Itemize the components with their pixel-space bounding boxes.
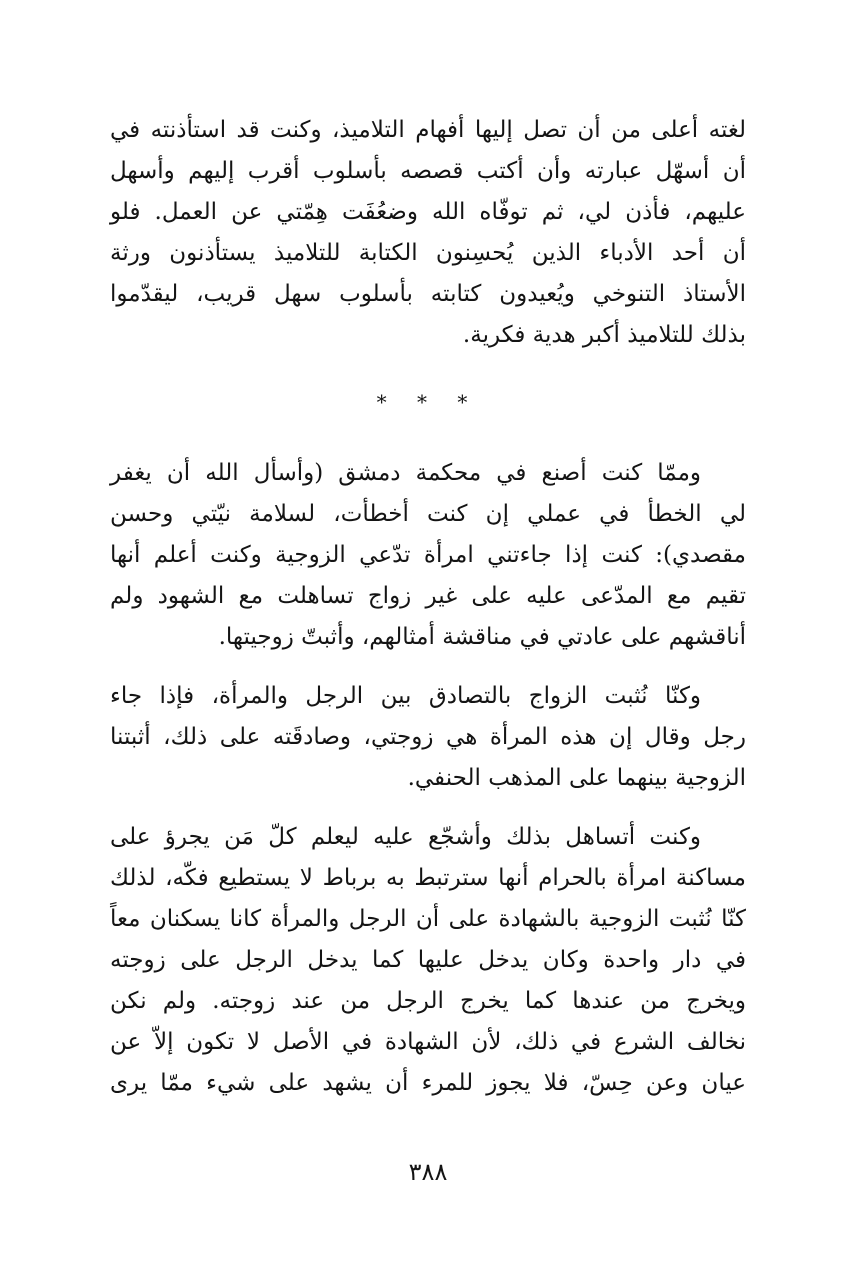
paragraph	[110, 676, 746, 799]
text-line: أن أحد الأدباء الذين يُحسِنون الكتابة للتلاميذ يستأذنون ورثة	[110, 240, 746, 266]
text-line: وكنت أتساهل بذلك وأشجّع عليه ليعلم كلّ مَن يجرؤ على	[110, 824, 701, 850]
text-line: أناقشهم على عادتي في مناقشة أمثالهم، وأثبتّ زوجيتها.	[218, 624, 746, 650]
section-separator: * * *	[376, 390, 480, 414]
text-line: في دار واحدة وكان يدخل عليها كما يدخل الرجل على زوجته	[110, 947, 746, 973]
text-line: تقيم مع المدّعى عليه على غير زواج تساهلت مع الشهود ولم	[110, 583, 746, 609]
paragraph	[110, 817, 746, 1104]
text-line: عيان وعن حِسّ، فلا يجوز للمرء أن يشهد على شيء ممّا يرى	[110, 1070, 746, 1096]
text-line: لغته أعلى من أن تصل إليها أفهام التلاميذ، وكنت قد استأذنته في	[110, 117, 746, 143]
text-line: مقصدي): كنت إذا جاءتني امرأة تدّعي الزوجية وكنت أعلم أنها	[110, 542, 746, 568]
text-line: بذلك للتلاميذ أكبر هدية فكرية.	[462, 322, 746, 348]
text-line: وكنّا نُثبت الزواج بالتصادق بين الرجل والمرأة، فإذا جاء	[110, 683, 701, 709]
text-line: أن أسهّل عبارته وأن أكتب قصصه بأسلوب أقرب إليهم وأسهل	[110, 158, 746, 184]
text-line: كنّا نُثبت الزوجية بالشهادة على أن الرجل والمرأة كانا يسكنان معاً	[110, 906, 746, 932]
text-line: وممّا كنت أصنع في محكمة دمشق (وأسأل الله أن يغفر	[110, 460, 701, 486]
paragraph	[110, 453, 746, 658]
text-line: نخالف الشرع في ذلك، لأن الشهادة في الأصل لا تكون إلاّ عن	[110, 1029, 746, 1055]
text-line: رجل وقال إن هذه المرأة هي زوجتي، وصادقَته على ذلك، أثبتنا	[110, 724, 746, 750]
text-line: الزوجية بينهما على المذهب الحنفي.	[407, 765, 746, 791]
text-line: ويخرج من عندها كما يخرج الرجل من عند زوجته. ولم نكن	[110, 988, 746, 1014]
paragraph	[110, 110, 746, 356]
text-line: مساكنة امرأة بالحرام أنها سترتبط به برباط لا يستطيع فكّه، لذلك	[110, 865, 746, 891]
text-line: عليهم، فأذن لي، ثم توفّاه الله وضعُفَت هِمّتي عن العمل. فلو	[110, 199, 746, 225]
page-number: ٣٨٨	[408, 1158, 448, 1186]
text-line: لي الخطأ في عملي إن كنت أخطأت، لسلامة نيّتي وحسن	[110, 501, 746, 527]
text-line: الأستاذ التنوخي ويُعيدون كتابته بأسلوب سهل قريب، ليقدّموا	[110, 281, 746, 307]
